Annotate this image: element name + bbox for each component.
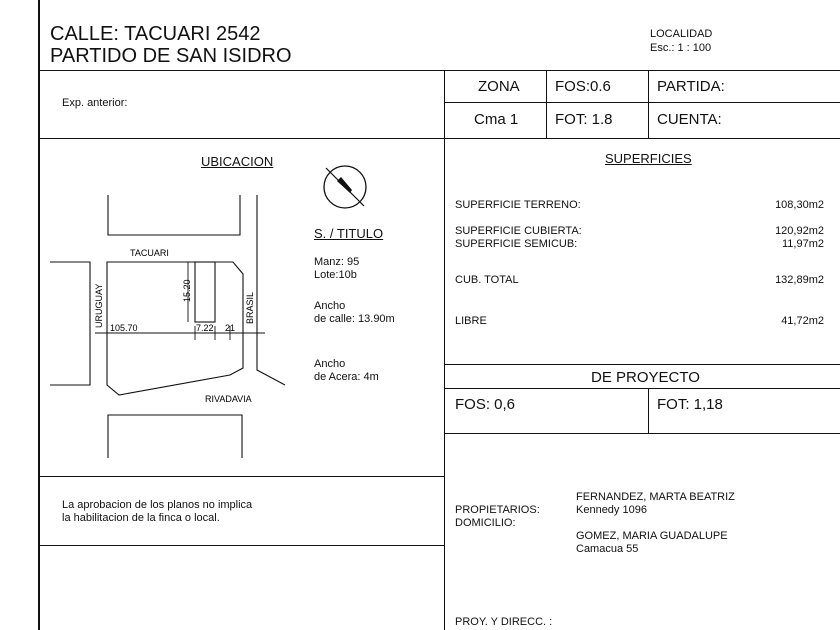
scale-label: Esc.: 1 : 100 [650,42,712,54]
ubicacion-title: UBICACION [201,154,274,169]
terreno-label: SUPERFICIE TERRENO: [455,199,581,211]
manzana: Manz: 95 [314,256,360,268]
proyecto-title: DE PROYECTO [591,369,700,386]
street-uruguay: URUGUAY [94,283,104,328]
ancho-acera-1: Ancho [314,358,346,370]
cubierta-value: 120,92m2 [775,225,824,237]
ancho-calle-2: de calle: 13.90m [314,313,395,325]
district-title: PARTIDO DE SAN ISIDRO [50,45,292,67]
cub-total-value: 132,89m2 [775,274,824,286]
domicilio-label: DOMICILIO: [455,517,516,529]
proyecto-top [444,364,840,365]
propietarios-label: PROPIETARIOS: [455,504,540,516]
localidad-label: LOCALIDAD [650,28,713,40]
header-divider [38,70,840,71]
left-border [38,0,40,630]
zone-table-mid [444,102,840,103]
street-tacuari: TACUARI [130,248,169,258]
fos-cell: FOS:0.6 [555,78,611,95]
ubicacion-bottom [38,476,444,477]
dim-105: 105.70 [110,323,138,333]
proyecto-mid [444,388,840,389]
cubierta-label: SUPERFICIE CUBIERTA: [455,225,582,237]
partida-cell: PARTIDA: [657,78,725,95]
libre-label: LIBRE [455,315,487,327]
proyecto-fos: FOS: 0,6 [455,396,516,413]
proyecto-col [648,388,649,434]
proyecto-bottom [444,433,840,434]
street-brasil: BRASIL [245,291,255,324]
nota-line-2: la habilitacion de la finca o local. [62,512,220,524]
cub-total-label: CUB. TOTAL [455,274,519,286]
center-divider [444,70,445,630]
row-divider-1 [38,138,840,139]
superficies-title: SUPERFICIES [605,151,692,166]
fot-cell: FOT: 1.8 [555,111,613,128]
terreno-value: 108,30m2 [775,199,824,211]
zona-cell: ZONA [478,78,520,95]
dim-722: 7.22 [196,323,214,333]
owner-2-name: GOMEZ, MARIA GUADALUPE [576,530,728,542]
zone-col-2 [648,70,649,138]
cma-cell: Cma 1 [474,111,519,128]
semicub-value: 11,97m2 [782,238,824,250]
exp-anterior-label: Exp. anterior: [62,97,128,109]
proyecto-fot: FOT: 1,18 [657,396,723,413]
north-arrow-icon [320,162,370,212]
dim-depth: 15.20 [182,279,192,302]
proy-direcc-label: PROY. Y DIRECC. : [455,616,553,628]
libre-value: 41,72m2 [781,315,824,327]
dim-21: 21 [225,323,236,333]
street-rivadavia: RIVADAVIA [205,394,252,404]
street-title: CALLE: TACUARI 2542 [50,23,261,45]
nota-line-1: La aprobacion de los planos no implica [62,499,253,511]
owner-1-address: Kennedy 1096 [576,504,647,516]
semicub-label: SUPERFICIE SEMICUB: [455,238,578,250]
lote: Lote:10b [314,269,357,281]
owner-2-address: Camacua 55 [576,543,639,555]
owner-1-name: FERNANDEZ, MARTA BEATRIZ [576,491,735,503]
ancho-acera-2: de Acera: 4m [314,371,379,383]
location-map [45,190,315,465]
titulo-label: S. / TITULO [314,226,384,241]
cuenta-cell: CUENTA: [657,111,722,128]
zone-col-1 [546,70,547,138]
nota-bottom [38,545,444,546]
ancho-calle-1: Ancho [314,300,346,312]
